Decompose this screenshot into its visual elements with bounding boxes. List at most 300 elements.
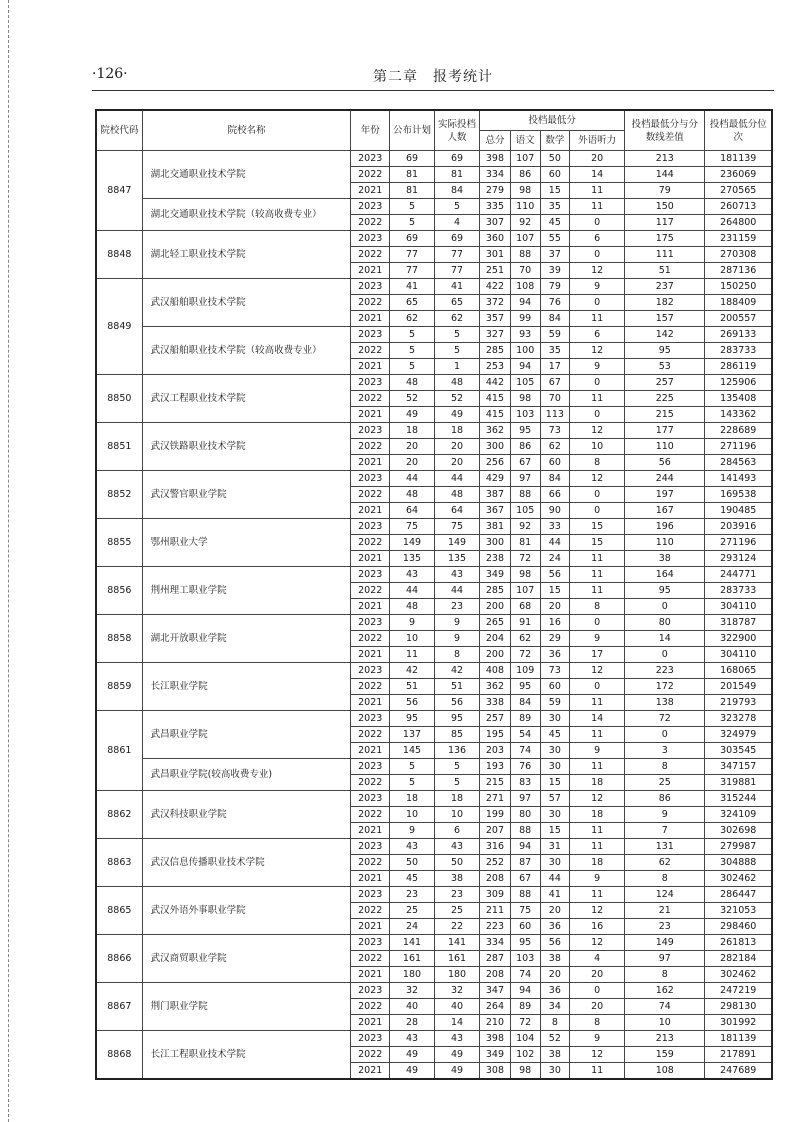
cell-math: 113 bbox=[540, 407, 570, 423]
cell-total: 429 bbox=[480, 471, 511, 487]
cell-math: 36 bbox=[540, 983, 570, 999]
cell-total: 362 bbox=[480, 423, 511, 439]
cell-rank: 244771 bbox=[705, 567, 772, 583]
cell-actual: 14 bbox=[435, 1015, 480, 1031]
cell-english: 11 bbox=[570, 183, 625, 199]
cell-plan: 18 bbox=[389, 423, 434, 439]
cell-year: 2021 bbox=[351, 823, 389, 839]
cell-year: 2022 bbox=[351, 167, 389, 183]
cell-plan: 56 bbox=[389, 695, 434, 711]
cell-math: 56 bbox=[540, 935, 570, 951]
cell-chinese: 108 bbox=[510, 279, 540, 295]
cell-plan: 51 bbox=[389, 679, 434, 695]
cell-actual: 48 bbox=[435, 375, 480, 391]
cell-diff: 164 bbox=[625, 567, 705, 583]
cell-plan: 5 bbox=[389, 343, 434, 359]
cell-total: 349 bbox=[480, 567, 511, 583]
cell-rank: 304110 bbox=[705, 599, 772, 615]
cell-math: 35 bbox=[540, 343, 570, 359]
cell-math: 90 bbox=[540, 503, 570, 519]
cell-chinese: 94 bbox=[510, 295, 540, 311]
cell-rank: 217891 bbox=[705, 1047, 772, 1063]
cell-chinese: 103 bbox=[510, 407, 540, 423]
cell-diff: 237 bbox=[625, 279, 705, 295]
cell-year: 2022 bbox=[351, 247, 389, 263]
header-chinese: 语文 bbox=[510, 131, 540, 151]
cell-math: 17 bbox=[540, 359, 570, 375]
cell-diff: 149 bbox=[625, 935, 705, 951]
cell-year: 2023 bbox=[351, 711, 389, 727]
cell-math: 56 bbox=[540, 567, 570, 583]
table-row bbox=[96, 711, 772, 727]
cell-plan: 81 bbox=[389, 183, 434, 199]
cell-english: 15 bbox=[570, 535, 625, 551]
cell-diff: 86 bbox=[625, 791, 705, 807]
cell-diff: 117 bbox=[625, 215, 705, 231]
table-row bbox=[96, 423, 772, 439]
cell-actual: 20 bbox=[435, 455, 480, 471]
cell-plan: 149 bbox=[389, 535, 434, 551]
cell-chinese: 86 bbox=[510, 167, 540, 183]
cell-year: 2022 bbox=[351, 583, 389, 599]
cell-diff: 162 bbox=[625, 983, 705, 999]
cell-chinese: 88 bbox=[510, 487, 540, 503]
cell-math: 30 bbox=[540, 711, 570, 727]
cell-total: 309 bbox=[480, 887, 511, 903]
cell-math: 55 bbox=[540, 231, 570, 247]
cell-plan: 48 bbox=[389, 375, 434, 391]
cell-math: 24 bbox=[540, 551, 570, 567]
cell-math: 15 bbox=[540, 583, 570, 599]
cell-chinese: 74 bbox=[510, 967, 540, 983]
cell-diff: 9 bbox=[625, 807, 705, 823]
cell-english: 18 bbox=[570, 775, 625, 791]
cell-diff: 197 bbox=[625, 487, 705, 503]
cell-plan: 45 bbox=[389, 871, 434, 887]
cell-chinese: 94 bbox=[510, 839, 540, 855]
cell-year: 2022 bbox=[351, 295, 389, 311]
cell-plan: 44 bbox=[389, 471, 434, 487]
cell-year: 2022 bbox=[351, 775, 389, 791]
cell-year: 2022 bbox=[351, 679, 389, 695]
cell-plan: 28 bbox=[389, 1015, 434, 1031]
cell-math: 33 bbox=[540, 519, 570, 535]
school-name: 武昌职业学院(较高收费专业) bbox=[142, 759, 351, 791]
cell-math: 30 bbox=[540, 1063, 570, 1080]
cell-rank: 135408 bbox=[705, 391, 772, 407]
cell-english: 11 bbox=[570, 887, 625, 903]
cell-total: 223 bbox=[480, 919, 511, 935]
cell-diff: 0 bbox=[625, 599, 705, 615]
cell-actual: 38 bbox=[435, 871, 480, 887]
cell-total: 279 bbox=[480, 183, 511, 199]
cell-actual: 43 bbox=[435, 1031, 480, 1047]
cell-rank: 247219 bbox=[705, 983, 772, 999]
cell-total: 415 bbox=[480, 391, 511, 407]
cell-total: 415 bbox=[480, 407, 511, 423]
cell-math: 8 bbox=[540, 1015, 570, 1031]
cell-english: 9 bbox=[570, 631, 625, 647]
school-code: 8865 bbox=[96, 887, 142, 935]
cell-diff: 0 bbox=[625, 727, 705, 743]
cell-chinese: 89 bbox=[510, 999, 540, 1015]
cell-english: 6 bbox=[570, 327, 625, 343]
cell-english: 9 bbox=[570, 871, 625, 887]
cell-plan: 145 bbox=[389, 743, 434, 759]
cell-rank: 264800 bbox=[705, 215, 772, 231]
cell-year: 2023 bbox=[351, 615, 389, 631]
header-name: 院校名称 bbox=[142, 110, 351, 151]
school-name: 武汉科技职业学院 bbox=[142, 791, 351, 839]
cell-chinese: 80 bbox=[510, 807, 540, 823]
cell-math: 38 bbox=[540, 951, 570, 967]
cell-chinese: 62 bbox=[510, 631, 540, 647]
cell-rank: 231159 bbox=[705, 231, 772, 247]
cell-year: 2022 bbox=[351, 727, 389, 743]
cell-rank: 284563 bbox=[705, 455, 772, 471]
cell-english: 11 bbox=[570, 727, 625, 743]
cell-rank: 298130 bbox=[705, 999, 772, 1015]
cell-rank: 143362 bbox=[705, 407, 772, 423]
school-code: 8866 bbox=[96, 935, 142, 983]
cell-total: 408 bbox=[480, 663, 511, 679]
cell-rank: 315244 bbox=[705, 791, 772, 807]
cell-math: 37 bbox=[540, 247, 570, 263]
cell-year: 2022 bbox=[351, 343, 389, 359]
cell-plan: 69 bbox=[389, 151, 434, 167]
cell-rank: 322900 bbox=[705, 631, 772, 647]
cell-rank: 304888 bbox=[705, 855, 772, 871]
cell-plan: 20 bbox=[389, 439, 434, 455]
cell-diff: 74 bbox=[625, 999, 705, 1015]
cell-chinese: 102 bbox=[510, 1047, 540, 1063]
school-code: 8851 bbox=[96, 423, 142, 471]
cell-actual: 44 bbox=[435, 471, 480, 487]
cell-rank: 150250 bbox=[705, 279, 772, 295]
chapter-title: 第二章 报考统计 bbox=[373, 69, 493, 85]
cell-english: 12 bbox=[570, 343, 625, 359]
cell-year: 2021 bbox=[351, 599, 389, 615]
cell-total: 199 bbox=[480, 807, 511, 823]
cell-chinese: 94 bbox=[510, 983, 540, 999]
cell-math: 15 bbox=[540, 823, 570, 839]
school-code: 8861 bbox=[96, 711, 142, 791]
cell-diff: 25 bbox=[625, 775, 705, 791]
cell-chinese: 54 bbox=[510, 727, 540, 743]
school-code: 8859 bbox=[96, 663, 142, 711]
cell-total: 349 bbox=[480, 1047, 511, 1063]
cell-actual: 135 bbox=[435, 551, 480, 567]
cell-total: 387 bbox=[480, 487, 511, 503]
cell-actual: 18 bbox=[435, 791, 480, 807]
cell-plan: 43 bbox=[389, 1031, 434, 1047]
school-name: 湖北交通职业技术学院（较高收费专业） bbox=[142, 199, 351, 231]
cell-diff: 110 bbox=[625, 535, 705, 551]
cell-year: 2022 bbox=[351, 807, 389, 823]
cell-math: 41 bbox=[540, 887, 570, 903]
cell-plan: 9 bbox=[389, 615, 434, 631]
cell-total: 264 bbox=[480, 999, 511, 1015]
cell-total: 335 bbox=[480, 199, 511, 215]
cell-diff: 131 bbox=[625, 839, 705, 855]
table-row bbox=[96, 151, 772, 167]
cell-math: 30 bbox=[540, 807, 570, 823]
cell-plan: 40 bbox=[389, 999, 434, 1015]
cell-year: 2021 bbox=[351, 647, 389, 663]
cell-math: 45 bbox=[540, 727, 570, 743]
cell-actual: 10 bbox=[435, 807, 480, 823]
header-diff: 投档最低分与分数线差值 bbox=[625, 110, 705, 151]
school-name: 湖北轻工职业技术学院 bbox=[142, 231, 351, 279]
cell-rank: 347157 bbox=[705, 759, 772, 775]
cell-math: 36 bbox=[540, 919, 570, 935]
cell-rank: 219793 bbox=[705, 695, 772, 711]
cell-english: 9 bbox=[570, 359, 625, 375]
table-row bbox=[96, 519, 772, 535]
table-row bbox=[96, 231, 772, 247]
cell-diff: 111 bbox=[625, 247, 705, 263]
cell-total: 300 bbox=[480, 535, 511, 551]
cell-english: 14 bbox=[570, 711, 625, 727]
school-name: 武汉信息传播职业技术学院 bbox=[142, 839, 351, 887]
cell-total: 308 bbox=[480, 1063, 511, 1080]
cell-chinese: 83 bbox=[510, 775, 540, 791]
cell-english: 11 bbox=[570, 823, 625, 839]
cell-diff: 144 bbox=[625, 167, 705, 183]
cell-plan: 141 bbox=[389, 935, 434, 951]
cell-rank: 321053 bbox=[705, 903, 772, 919]
cell-math: 31 bbox=[540, 839, 570, 855]
cell-actual: 49 bbox=[435, 1063, 480, 1080]
cell-chinese: 95 bbox=[510, 423, 540, 439]
cell-total: 195 bbox=[480, 727, 511, 743]
cell-chinese: 92 bbox=[510, 519, 540, 535]
header-plan: 公布计划 bbox=[389, 110, 434, 151]
cell-chinese: 110 bbox=[510, 199, 540, 215]
cell-diff: 215 bbox=[625, 407, 705, 423]
table-row bbox=[96, 567, 772, 583]
cell-rank: 271196 bbox=[705, 439, 772, 455]
cell-english: 0 bbox=[570, 407, 625, 423]
cell-year: 2021 bbox=[351, 1063, 389, 1080]
cell-total: 200 bbox=[480, 647, 511, 663]
cell-actual: 141 bbox=[435, 935, 480, 951]
cell-rank: 319881 bbox=[705, 775, 772, 791]
cell-plan: 49 bbox=[389, 1047, 434, 1063]
cell-diff: 8 bbox=[625, 967, 705, 983]
cell-chinese: 68 bbox=[510, 599, 540, 615]
cell-diff: 7 bbox=[625, 823, 705, 839]
cell-chinese: 107 bbox=[510, 151, 540, 167]
cell-plan: 75 bbox=[389, 519, 434, 535]
cell-diff: 80 bbox=[625, 615, 705, 631]
cell-diff: 108 bbox=[625, 1063, 705, 1080]
cell-math: 35 bbox=[540, 199, 570, 215]
cell-english: 20 bbox=[570, 967, 625, 983]
cell-actual: 52 bbox=[435, 391, 480, 407]
cell-english: 0 bbox=[570, 679, 625, 695]
cell-plan: 5 bbox=[389, 327, 434, 343]
cell-year: 2021 bbox=[351, 871, 389, 887]
cell-plan: 23 bbox=[389, 887, 434, 903]
cell-total: 204 bbox=[480, 631, 511, 647]
cell-year: 2023 bbox=[351, 567, 389, 583]
cell-math: 20 bbox=[540, 903, 570, 919]
cell-diff: 257 bbox=[625, 375, 705, 391]
school-name: 武汉铁路职业技术学院 bbox=[142, 423, 351, 471]
cell-chinese: 104 bbox=[510, 1031, 540, 1047]
cell-total: 265 bbox=[480, 615, 511, 631]
table-body bbox=[96, 151, 772, 1080]
cell-plan: 49 bbox=[389, 407, 434, 423]
cell-math: 44 bbox=[540, 535, 570, 551]
cell-total: 360 bbox=[480, 231, 511, 247]
cell-chinese: 107 bbox=[510, 231, 540, 247]
cell-math: 20 bbox=[540, 599, 570, 615]
cell-actual: 6 bbox=[435, 823, 480, 839]
school-code: 8858 bbox=[96, 615, 142, 663]
cell-english: 18 bbox=[570, 807, 625, 823]
cell-math: 59 bbox=[540, 695, 570, 711]
cell-year: 2021 bbox=[351, 1015, 389, 1031]
cell-plan: 52 bbox=[389, 391, 434, 407]
cell-chinese: 60 bbox=[510, 919, 540, 935]
cell-english: 6 bbox=[570, 231, 625, 247]
school-name: 武汉警官职业学院 bbox=[142, 471, 351, 519]
cell-chinese: 67 bbox=[510, 455, 540, 471]
cell-english: 0 bbox=[570, 615, 625, 631]
cell-total: 442 bbox=[480, 375, 511, 391]
cell-chinese: 67 bbox=[510, 871, 540, 887]
cell-english: 12 bbox=[570, 791, 625, 807]
cell-rank: 169538 bbox=[705, 487, 772, 503]
cell-chinese: 76 bbox=[510, 759, 540, 775]
table-row bbox=[96, 663, 772, 679]
cell-total: 271 bbox=[480, 791, 511, 807]
cell-diff: 175 bbox=[625, 231, 705, 247]
cell-diff: 142 bbox=[625, 327, 705, 343]
cell-plan: 10 bbox=[389, 807, 434, 823]
cell-plan: 48 bbox=[389, 487, 434, 503]
cell-year: 2023 bbox=[351, 471, 389, 487]
cell-actual: 42 bbox=[435, 663, 480, 679]
admission-stats-table bbox=[95, 109, 773, 1080]
cell-diff: 3 bbox=[625, 743, 705, 759]
table-row bbox=[96, 471, 772, 487]
cell-math: 84 bbox=[540, 311, 570, 327]
cell-math: 67 bbox=[540, 375, 570, 391]
cell-plan: 41 bbox=[389, 279, 434, 295]
cell-total: 381 bbox=[480, 519, 511, 535]
cell-rank: 286119 bbox=[705, 359, 772, 375]
cell-year: 2021 bbox=[351, 359, 389, 375]
cell-math: 30 bbox=[540, 743, 570, 759]
school-code: 8849 bbox=[96, 279, 142, 375]
cell-rank: 318787 bbox=[705, 615, 772, 631]
cell-rank: 141493 bbox=[705, 471, 772, 487]
cell-year: 2021 bbox=[351, 919, 389, 935]
cell-year: 2023 bbox=[351, 935, 389, 951]
cell-actual: 8 bbox=[435, 647, 480, 663]
cell-plan: 77 bbox=[389, 263, 434, 279]
cell-rank: 236069 bbox=[705, 167, 772, 183]
cell-english: 20 bbox=[570, 999, 625, 1015]
school-code: 8862 bbox=[96, 791, 142, 839]
table-row bbox=[96, 983, 772, 999]
school-name: 武汉外语外事职业学院 bbox=[142, 887, 351, 935]
cell-chinese: 88 bbox=[510, 887, 540, 903]
cell-rank: 301992 bbox=[705, 1015, 772, 1031]
cell-total: 285 bbox=[480, 343, 511, 359]
cell-english: 11 bbox=[570, 391, 625, 407]
cell-diff: 182 bbox=[625, 295, 705, 311]
school-code: 8848 bbox=[96, 231, 142, 279]
cell-diff: 213 bbox=[625, 1031, 705, 1047]
cell-math: 30 bbox=[540, 855, 570, 871]
cell-rank: 125906 bbox=[705, 375, 772, 391]
cell-chinese: 103 bbox=[510, 951, 540, 967]
cell-year: 2022 bbox=[351, 903, 389, 919]
cell-year: 2021 bbox=[351, 407, 389, 423]
cell-english: 11 bbox=[570, 1063, 625, 1080]
cell-plan: 5 bbox=[389, 215, 434, 231]
cell-rank: 228689 bbox=[705, 423, 772, 439]
cell-total: 307 bbox=[480, 215, 511, 231]
cell-plan: 81 bbox=[389, 167, 434, 183]
cell-actual: 69 bbox=[435, 151, 480, 167]
school-name: 湖北交通职业技术学院 bbox=[142, 151, 351, 199]
cell-chinese: 107 bbox=[510, 583, 540, 599]
cell-plan: 49 bbox=[389, 1063, 434, 1080]
cell-total: 316 bbox=[480, 839, 511, 855]
cell-rank: 188409 bbox=[705, 295, 772, 311]
cell-total: 252 bbox=[480, 855, 511, 871]
cell-actual: 77 bbox=[435, 247, 480, 263]
table-row bbox=[96, 759, 772, 775]
cell-rank: 298460 bbox=[705, 919, 772, 935]
cell-plan: 62 bbox=[389, 311, 434, 327]
cell-total: 422 bbox=[480, 279, 511, 295]
cell-chinese: 72 bbox=[510, 647, 540, 663]
cell-actual: 23 bbox=[435, 887, 480, 903]
cell-actual: 20 bbox=[435, 439, 480, 455]
cell-total: 287 bbox=[480, 951, 511, 967]
cell-plan: 44 bbox=[389, 583, 434, 599]
cell-rank: 200557 bbox=[705, 311, 772, 327]
cell-english: 11 bbox=[570, 311, 625, 327]
cell-year: 2023 bbox=[351, 279, 389, 295]
cell-rank: 304110 bbox=[705, 647, 772, 663]
cell-actual: 22 bbox=[435, 919, 480, 935]
cell-actual: 85 bbox=[435, 727, 480, 743]
cell-rank: 279987 bbox=[705, 839, 772, 855]
header-rank: 投档最低分位次 bbox=[705, 110, 772, 151]
cell-rank: 261813 bbox=[705, 935, 772, 951]
cell-diff: 223 bbox=[625, 663, 705, 679]
page-header bbox=[92, 66, 774, 88]
cell-chinese: 94 bbox=[510, 359, 540, 375]
cell-rank: 324979 bbox=[705, 727, 772, 743]
cell-chinese: 98 bbox=[510, 567, 540, 583]
cell-total: 367 bbox=[480, 503, 511, 519]
school-code: 8852 bbox=[96, 471, 142, 519]
cell-total: 398 bbox=[480, 151, 511, 167]
cell-rank: 286447 bbox=[705, 887, 772, 903]
cell-chinese: 87 bbox=[510, 855, 540, 871]
cell-chinese: 72 bbox=[510, 1015, 540, 1031]
cell-english: 0 bbox=[570, 983, 625, 999]
cell-plan: 137 bbox=[389, 727, 434, 743]
